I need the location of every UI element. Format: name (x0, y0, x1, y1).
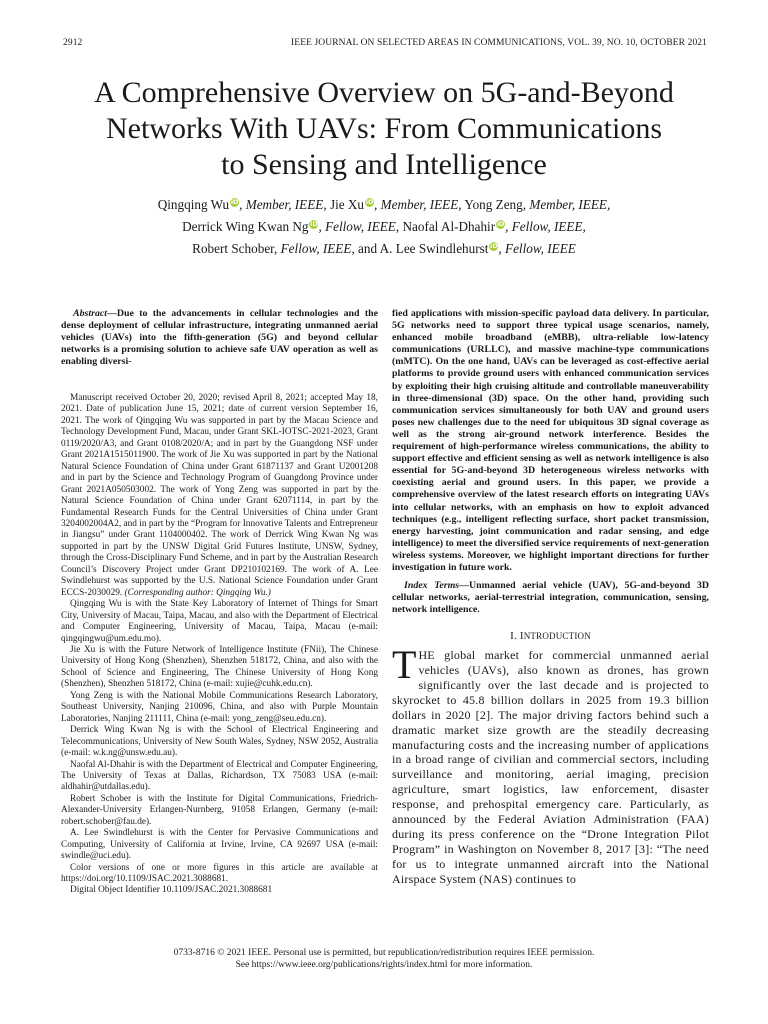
index-terms-label: Index Terms (404, 580, 460, 592)
copyright-line: 0733-8716 © 2021 IEEE. Personal use is permitted, but republication/redistribution requires IEEE permission. (173, 948, 595, 958)
orcid-icon[interactable]: iD (310, 220, 318, 228)
abstract (61, 308, 378, 368)
section-heading-introduction (392, 630, 709, 642)
author-role: , Fellow, IEEE (498, 241, 576, 256)
orcid-icon[interactable]: iD (490, 242, 498, 250)
author-line (40, 194, 728, 216)
author-name: Derrick Wing Kwan Ng (182, 219, 309, 234)
index-terms-dash: — (459, 580, 469, 592)
footnote-text: Manuscript received October 20, 2020; revised April 8, 2021; accepted May 18, 2021. Date of publication June 15, 2021; date of current version September 16, 2021. The work of Qingqing Wu was supported in part by the Macau Science and Technology Development Fund, Macau, under Grant SKL-IOTSC-2021-2023, Grant 0119/2020/A3, and Grant 0108/2020/A; and in part by the Guangdong NSF under Grant 2021A1515011900. The work of Jie Xu was supported in part by the National Natural Science Foundation of China under Grant 61871137 and Grant U2001208 and in part by the Science and Technology Program of Guangdong Province under Grant 2021A050503002. The work of Yong Zeng was supported in part by the Natural Science Foundation of China under Grant 62071114, in part by the Fundamental Research Funds for the Central Universities of China under Grant 3204002004A2, and in part by the “Program for Innovative Talents and Entrepreneur in Jiangsu” under Grant 1104000402. The work of Derrick Wing Kwan Ng was supported in part by the UNSW Digital Grid Futures Institute, UNSW, Sydney, through the Cross-Disciplinary Fund Scheme, and in part by the Australian Research Council’s Discovery Project under Grant DP210102169. The work of A. Lee Swindlehurst was supported by the U.S. National Science Foundation under Grant ECCS-2030029. (61, 393, 378, 598)
footnote-color-figures: Color versions of one or more figures in this article are available at https://doi.org/10.1109/JSAC.2021.3088681. (61, 862, 378, 885)
author-line (40, 216, 728, 238)
abstract-continued: fied applications with mission-specific payload data delivery. In particular, 5G networks need to support three typical usage scenarios, namely, enhanced mobile broadband (eMBB), ultra-reliable low-latency communications (URLLC), and massive machine-type communications (mMTC). On the one hand, UAVs can be leveraged as cost-effective aerial platforms to provide ground users with enhanced communication services by exploiting their high cruising altitude and controllable maneuverability in three-dimensional (3D) space. On the other hand, providing such communication services simultaneously for both UAV and ground users poses new challenges due to the need for ubiquitous 3D signal coverage as well as the strong air-ground network interference. Besides the requirement of high-performance wireless communications, the ability to support effective and efficient sensing as well as network intelligence is also essential for 5G-and-beyond 3D heterogeneous wireless networks with coexisting aerial and ground users. In this paper, we provide a comprehensive overview of the latest research efforts on integrating UAVs into cellular networks, with an emphasis on how to exploit advanced techniques (e.g., intelligent reflecting surface, short packet transmission, energy harvesting, joint communication and radar sensing, and edge intelligence) to meet the diversified service requirements of next-generation wireless systems. Moreover, we highlight important directions for further investigation in future work. (392, 308, 709, 573)
footnote-affiliation: Derrick Wing Kwan Ng is with the School of Electrical Engineering and Telecommunications, University of New South Wales, Sydney, NSW 2052, Australia (e-mail: w.k.ng@unsw.edu.au). (61, 725, 378, 759)
right-column (392, 308, 709, 887)
index-terms (392, 580, 709, 616)
introduction-paragraph (392, 642, 709, 887)
footnote-manuscript (61, 393, 378, 599)
title-line: to Sensing and Intelligence (221, 148, 547, 181)
author-name: Qingqing Wu (157, 197, 230, 212)
paper-title (40, 75, 728, 183)
orcid-icon[interactable]: iD (365, 198, 374, 206)
index-terms-text: Unmanned aerial vehicle (UAV), 5G-and-beyond 3D cellular networks, aerial-terrestrial integration, communication, sensing, network intelligence. (392, 580, 709, 616)
drop-cap: T (392, 642, 417, 688)
section-title-first: I (519, 630, 524, 643)
abstract-label: Abstract (73, 308, 108, 319)
orcid-icon[interactable]: iD (230, 198, 239, 206)
author-role: , Fellow, IEEE, (505, 219, 586, 234)
abstract-dash: — (107, 308, 117, 319)
author-role: Fellow, IEEE (280, 241, 352, 256)
author-name: , and A. Lee Swindlehurst (351, 241, 489, 256)
footnote-affiliation: Yong Zeng is with the National Mobile Communications Research Laboratory, Southeast University, Nanjing 210096, China, and also with Purple Mountain Laboratories, Nanjing 211111, China (e-mail: yong_zeng@seu.edu.cn). (61, 690, 378, 724)
title-line: A Comprehensive Overview on 5G-and-Beyond (94, 76, 674, 109)
section-title-rest: NTRODUCTION (523, 631, 591, 642)
author-line (40, 238, 728, 260)
footnote-affiliation: Naofal Al-Dhahir is with the Department of Electrical and Computer Engineering, The University of Texas at Dallas, Richardson, TX 75083 USA (e-mail: aldhahir@utdallas.edu). (61, 759, 378, 793)
copyright-notice (0, 947, 768, 971)
section-number: I. (510, 630, 520, 643)
author-name: , Naofal Al-Dhahir (395, 219, 496, 234)
author-name: Robert Schober, (192, 241, 281, 256)
copyright-line: See https://www.ieee.org/publications/rights/index.html for more information. (235, 960, 533, 970)
author-role: , Member, IEEE (374, 197, 459, 212)
journal-name: IEEE JOURNAL ON SELECTED AREAS IN COMMUNICATIONS, VOL. 39, NO. 10, OCTOBER 2021 (291, 38, 707, 48)
footnote-affiliation: Robert Schober is with the Institute for Digital Communications, Friedrich-Alexander-University Erlangen-Nurnberg, 91058 Erlangen, Germany (e-mail: robert.schober@fau.de). (61, 793, 378, 827)
footnote-affiliation: A. Lee Swindlehurst is with the Center for Pervasive Communications and Computing, University of California at Irvine, Irvine, CA 92697 USA (e-mail: swindle@uci.edu). (61, 828, 378, 862)
orcid-icon[interactable]: iD (496, 220, 505, 228)
author-name: , Yong Zeng (458, 197, 523, 212)
author-list (40, 194, 728, 260)
abstract-text: Due to the advancements in cellular technologies and the dense deployment of cellular infrastructure, integrating unmanned aerial vehicles (UAVs) into the fifth-generation (5G) and beyond cellular networks is a promising solution to achieve safe UAV operation as well as enabling diversi- (61, 308, 378, 367)
left-column (61, 308, 378, 368)
footnote-affiliation: Qingqing Wu is with the State Key Laboratory of Internet of Things for Smart City, University of Macau, Taipa, Macau, and also with the Department of Electrical and Computer Engineering, University of Macau, Taipa, Macau (e-mail: qingqingwu@um.edu.mo). (61, 599, 378, 644)
author-name: , Jie Xu (323, 197, 365, 212)
author-role: , Member, IEEE, (522, 197, 611, 212)
footnote-affiliation: Jie Xu is with the Future Network of Intelligence Institute (FNii), The Chinese University of Hong Kong (Shenzhen), Shenzhen 518172, China, and also with the School of Science and Engineering, The Chinese University of Hong Kong (Shenzhen), Shenzhen 518172, China (e-mail: xujie@cuhk.edu.cn). (61, 644, 378, 690)
author-role: , Member, IEEE (239, 197, 324, 212)
introduction-text: HE global market for commercial unmanned aerial vehicles (UAVs), also known as drones, has grown significantly over the last decade and is projected to skyrocket to 45.8 billion dollars in 2025 from 19.3 billion dollars in 2020 [2]. The major driving factors behind such a dramatic market size growth are the steadily decreasing manufacturing costs and the increasing number of applications in a broad range of civilian and commercial sectors, including surveillance and monitoring, aerial imaging, precision agriculture, smart logistics, law enforcement, disaster response, and prehospital emergency care. Particularly, as announced by the Federal Aviation Administration (FAA) during its press conference on the “Drone Integration Pilot Program” in Washington on November 8, 2017 [3]: “The need for us to integrate unmanned aircraft into the National Airspace System (NAS) continues to (392, 648, 709, 886)
footnote-doi: Digital Object Identifier 10.1109/JSAC.2021.3088681 (70, 885, 273, 896)
title-line: Networks With UAVs: From Communications (105, 112, 663, 145)
first-page-footnotes (61, 393, 378, 897)
page-number: 2912 (63, 38, 83, 48)
corresponding-author: (Corresponding author: Qingqing Wu.) (124, 587, 271, 598)
author-role: , Fellow, IEEE (318, 219, 396, 234)
